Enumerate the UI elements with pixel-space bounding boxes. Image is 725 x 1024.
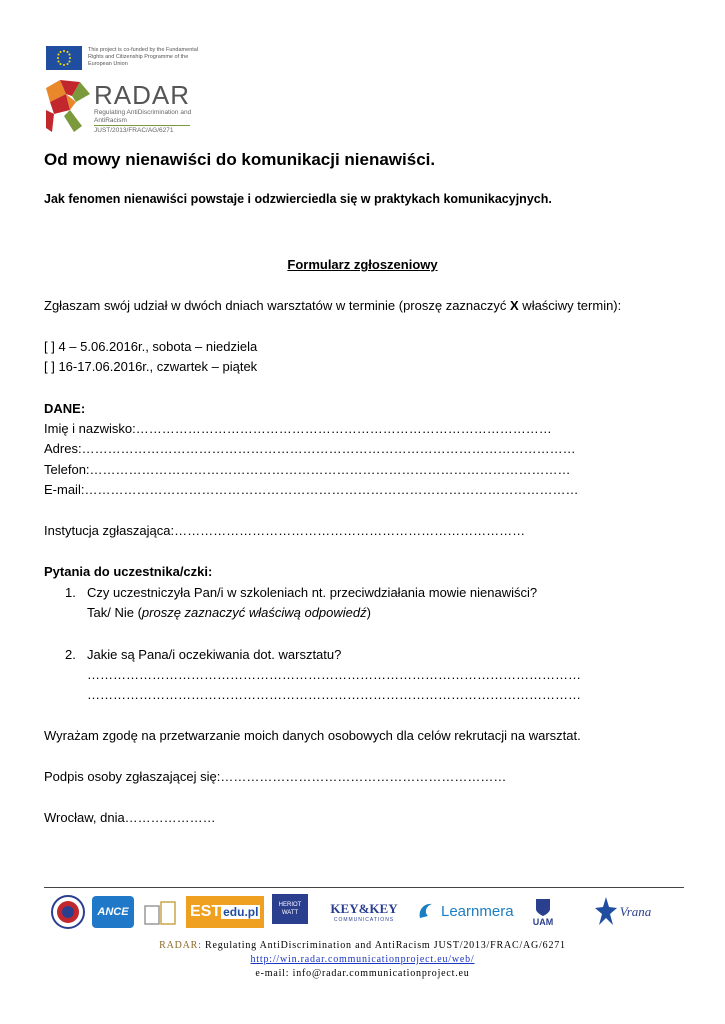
question-2-text: Jakie są Pana/i oczekiwania dot. warsztatu? — [87, 647, 342, 662]
radar-logo-icon — [46, 80, 90, 132]
key-key-sub: COMMUNICATIONS — [333, 917, 395, 923]
footer-project-line — [0, 940, 725, 951]
vrana-name: Vrana — [619, 904, 652, 919]
dane-heading: DANE: — [44, 401, 86, 416]
est-logo-main: EST — [190, 903, 222, 920]
website-link[interactable]: http://win.radar.communicationproject.eu/web/ — [250, 954, 475, 965]
answer-options: Tak/ Nie ( — [87, 605, 142, 620]
email-field[interactable]: E-mail:…………………………………………………………………………………………………… — [44, 482, 579, 497]
institution-field[interactable]: Instytucja zgłaszająca:……………………………………………………………………… — [44, 523, 526, 538]
learnmera-swirl-icon — [416, 900, 438, 922]
consent-statement: Wyrażam zgodę na przetwarzanie moich danych osobowych dla celów rekrutacji na warsztat. — [44, 728, 581, 743]
radar-project-code: JUST/2013/FRAC/AG/6271 — [94, 125, 190, 134]
radar-title: RADAR — [94, 80, 191, 110]
date-option-2[interactable]: [ ] 16-17.06.2016r., czwartek – piątek — [44, 359, 258, 374]
question-2-number: 2. — [65, 647, 76, 662]
document-title: Od mowy nienawiści do komunikacji nienawiści. — [44, 150, 436, 169]
eu-funding-note: This project is co-funded by the Fundamental Rights and Citizenship Programme of the European Union — [88, 47, 199, 67]
question-1-text: Czy uczestniczyła Pan/i w szkoleniach nt. przeciwdziałania mowie nienawiści? — [87, 585, 538, 600]
radar-subtitle: Regulating AntiDiscrimination and AntiRacism — [94, 109, 192, 124]
intro-sentence — [44, 296, 621, 316]
learnmera-name: Learnmera — [441, 902, 514, 920]
university-seal-icon — [50, 894, 86, 930]
footer-link-row — [0, 954, 725, 965]
key-key-name: KEY&KEY — [330, 901, 398, 916]
footer-project-prefix: RADAR: — [159, 940, 202, 951]
vrana-logo — [568, 894, 678, 930]
answer-close: ) — [366, 605, 371, 620]
footer-project-text: Regulating AntiDiscrimination and AntiRacism JUST/2013/FRAC/AG/6271 — [201, 940, 566, 951]
key-key-logo — [316, 898, 412, 926]
question-2-answer-line[interactable]: …………………………………………………………………………………………………… — [87, 667, 581, 682]
question-1-number: 1. — [65, 585, 76, 600]
question-1-answer[interactable] — [87, 603, 371, 623]
eu-stars-icon — [46, 46, 82, 70]
est-logo-suffix: edu.pl — [223, 905, 259, 919]
footer-email[interactable]: e-mail: info@radar.communicationproject.eu — [255, 968, 470, 979]
place-date-field[interactable]: Wrocław, dnia………………… — [44, 810, 216, 825]
uam-crest-icon — [533, 897, 553, 917]
address-field[interactable]: Adres:…………………………………………………………………………………………………… — [44, 441, 576, 456]
intro-mark: X — [510, 298, 519, 313]
heriot-watt-logo: HERIOT WATT — [272, 894, 308, 924]
uam-logo — [528, 894, 558, 930]
star-figure-icon — [595, 897, 617, 927]
partner-logos — [44, 890, 684, 934]
name-field[interactable]: Imię i nazwisko:…………………………………………………………………………………… — [44, 421, 552, 436]
signature-field[interactable]: Podpis osoby zgłaszającej się:………………………………………………………… — [44, 769, 507, 784]
learnmera-logo — [416, 896, 520, 926]
questions-heading: Pytania do uczestnika/czki: — [44, 564, 213, 579]
intro-text: Zgłaszam swój udział w dwóch dniach warsztatów w terminie (proszę zaznaczyć — [44, 298, 511, 313]
date-option-1[interactable]: [ ] 4 – 5.06.2016r., sobota – niedziela — [44, 339, 258, 354]
footer-divider — [44, 887, 684, 888]
form-title: Formularz zgłoszeniowy — [287, 257, 438, 272]
phone-field[interactable]: Telefon:………………………………………………………………………………………………… — [44, 462, 571, 477]
uam-name: UAM — [532, 917, 554, 927]
building-logo-icon — [142, 898, 180, 926]
ance-logo: ANCE — [92, 896, 134, 928]
document-subtitle: Jak fenomen nienawiści powstaje i odzwierciedla się w praktykach komunikacyjnych. — [44, 192, 552, 206]
question-2-answer-line[interactable]: …………………………………………………………………………………………………… — [87, 687, 581, 702]
intro-text-end: właściwy termin): — [518, 298, 622, 313]
eu-flag-logo — [46, 46, 82, 70]
est-edu-logo — [186, 896, 264, 928]
answer-instruction: proszę zaznaczyć właściwą odpowiedź — [141, 605, 367, 620]
